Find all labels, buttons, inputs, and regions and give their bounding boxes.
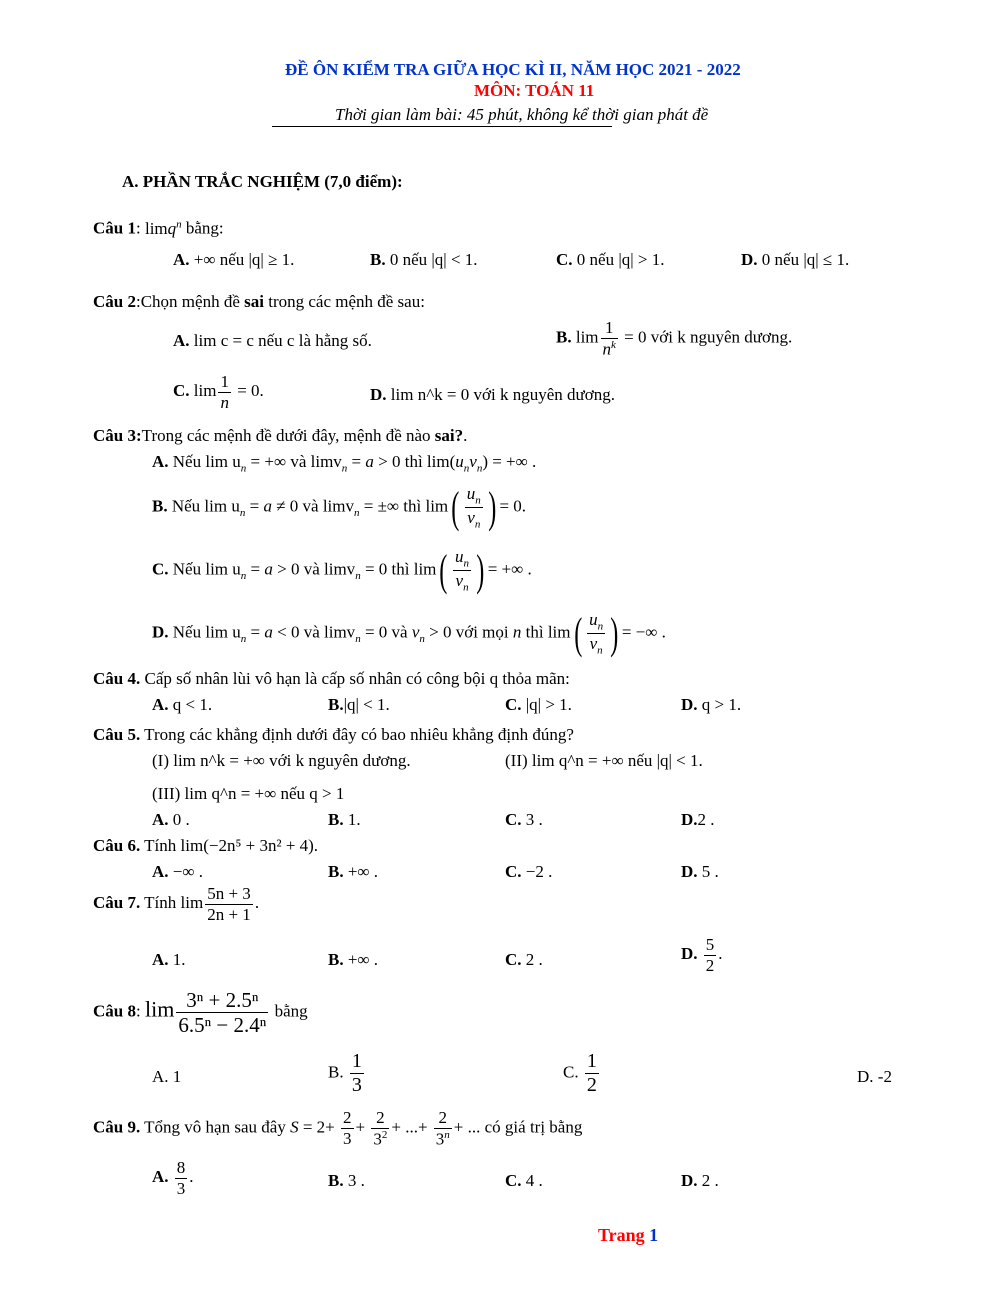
q9-option-a: A. $\frac{8}{3}$ . — [152, 1158, 194, 1198]
q2-option-a: A. lim c = c nếu c là hằng số. — [173, 331, 372, 350]
q6-option-c: C. −2 . — [505, 862, 553, 881]
q5-statement-ii: (II) lim q^n = +∞ nếu |q| < 1. — [505, 751, 703, 770]
q8-option-a: A. 1 — [152, 1067, 182, 1086]
q8-denominator: 6.5ⁿ − 2.4ⁿ — [178, 1013, 267, 1038]
q6-option-b: B. +∞ . — [328, 862, 379, 881]
question-2: Câu 2:Chọn mệnh đề sai trong các mệnh đề sau: — [93, 292, 425, 311]
header-underline — [272, 126, 612, 127]
question-6: Câu 6. Tính lim(−2n⁵ + 3n² + 4). — [93, 836, 319, 855]
doc-title: ĐỀ ÔN KIỂM TRA GIỮA HỌC KÌ II, NĂM HỌC 2021 - 2022 — [285, 60, 741, 79]
q3-option-c: C. Nếu $\lim u_n = a > 0$ và limv$_n$ = 0 thì lim( $\frac{u_n}{v_n}$ ) = +∞ . — [152, 545, 532, 595]
q4-option-c: C. |q| > 1. — [505, 695, 572, 714]
section-heading: A. PHẦN TRẮC NGHIỆM (7,0 điểm): — [122, 172, 403, 191]
question-stem: bằng: — [181, 218, 224, 238]
time-note: Thời gian làm bài: 45 phút, không kể thời gian phát đề — [335, 105, 709, 124]
q1-option-c: C. 0 nếu |q| > 1. — [556, 250, 665, 269]
question-label: Câu 1 — [93, 218, 136, 238]
q7-numerator: 5n + 3 — [207, 884, 251, 903]
q5-option-c: C. 3 . — [505, 810, 543, 829]
q6-option-a: A. −∞ . — [152, 862, 203, 881]
q7-option-c: C. 2 . — [505, 950, 543, 969]
question-7: Câu 7. Tính lim $\frac{5n + 3}{2n + 1}$ . — [93, 884, 260, 924]
q8-option-c: C. $\frac{1}{2}$ — [563, 1050, 597, 1096]
q8-option-b: B. $\frac{1}{3}$ — [328, 1050, 362, 1096]
q4-option-d: D. q > 1. — [681, 695, 742, 714]
q6-option-d: D. 5 . — [681, 862, 719, 881]
doc-subject: MÔN: TOÁN 11 — [474, 81, 595, 100]
q5-statement-iii: (III) lim q^n = +∞ nếu q > 1 — [152, 784, 345, 803]
q2-option-c: C. lim $\frac{1}{n}$ = 0. — [173, 372, 264, 412]
q1-option-d: D. 0 nếu |q| ≤ 1. — [741, 250, 850, 269]
q7-option-d: D. $\frac{5}{2}$ . — [681, 935, 723, 975]
q7-option-a: A. 1. — [152, 950, 186, 969]
question-4: Câu 4. Cấp số nhân lùi vô hạn là cấp số nhân có công bội q thỏa mãn: — [93, 669, 570, 688]
q7-option-b: B. +∞ . — [328, 950, 379, 969]
q5-option-a: A. 0 . — [152, 810, 190, 829]
q9-option-c: C. 4 . — [505, 1171, 543, 1190]
question-5: Câu 5. Trong các khẳng định dưới đây có bao nhiêu khẳng định đúng? — [93, 725, 574, 744]
q5-option-d: D.2 . — [681, 810, 715, 829]
q4-option-a: A. q < 1. — [152, 695, 213, 714]
q5-statement-i: (I) lim n^k = +∞ với k nguyên dương. — [152, 751, 411, 770]
q9-option-d: D. 2 . — [681, 1171, 719, 1190]
question-8: Câu 8: lim $\frac{\text{3ⁿ + 2.5ⁿ}}{\text{6.5ⁿ − 2.4ⁿ}}$ bằng — [93, 988, 308, 1038]
q2-option-b: B. lim $\frac{1}{n^k}$ = 0 với k nguyên dương. — [556, 318, 793, 359]
q1-option-b: B. 0 nếu |q| < 1. — [370, 250, 478, 269]
q9-option-b: B. 3 . — [328, 1171, 365, 1190]
question-3: Câu 3:Trong các mệnh đề dưới đây, mệnh đề nào sai?. — [93, 426, 468, 445]
q2-option-d: D. lim n^k = 0 với k nguyên dương. — [370, 385, 615, 404]
q7-denominator: 2n + 1 — [207, 904, 251, 924]
question-9: Câu 9. Tổng vô hạn sau đây S = 2+ $\frac{2}{3}$ + $\frac{2}{3^2}$ + ...+ $\frac{2}{3^n}$ + ... có giá trị bằng — [93, 1108, 583, 1149]
q3-option-b: B. Nếu $\lim u_n = a \ne 0$ và limv$_n$ = ±∞ thì lim( $\frac{u_n}{v_n}$ ) = 0. — [152, 482, 527, 532]
question-1: Câu 1: limq$^n$ bằng: — [93, 218, 224, 238]
q3-option-d: D. Nếu $\lim u_n = a < 0$ và limv$_n$ = 0 và $v_n > 0$ với mọi n thì lim( $\frac{u_n}{v_n}$ ) = −∞ . — [152, 608, 666, 658]
q3-option-a: A. Nếu $\lim u_n$ = +∞ và limv$_n$ = a > 0 thì $\lim(u_nv_n)$ = +∞ . — [152, 452, 537, 475]
q8-option-d: D. -2 — [857, 1067, 892, 1086]
q5-option-b: B. 1. — [328, 810, 361, 829]
page-number: Trang 1 — [598, 1225, 659, 1245]
q1-option-a: A. +∞ nếu |q| ≥ 1. — [173, 250, 295, 269]
q8-numerator: 3ⁿ + 2.5ⁿ — [176, 988, 268, 1013]
q4-option-b: B.|q| < 1. — [328, 695, 390, 714]
